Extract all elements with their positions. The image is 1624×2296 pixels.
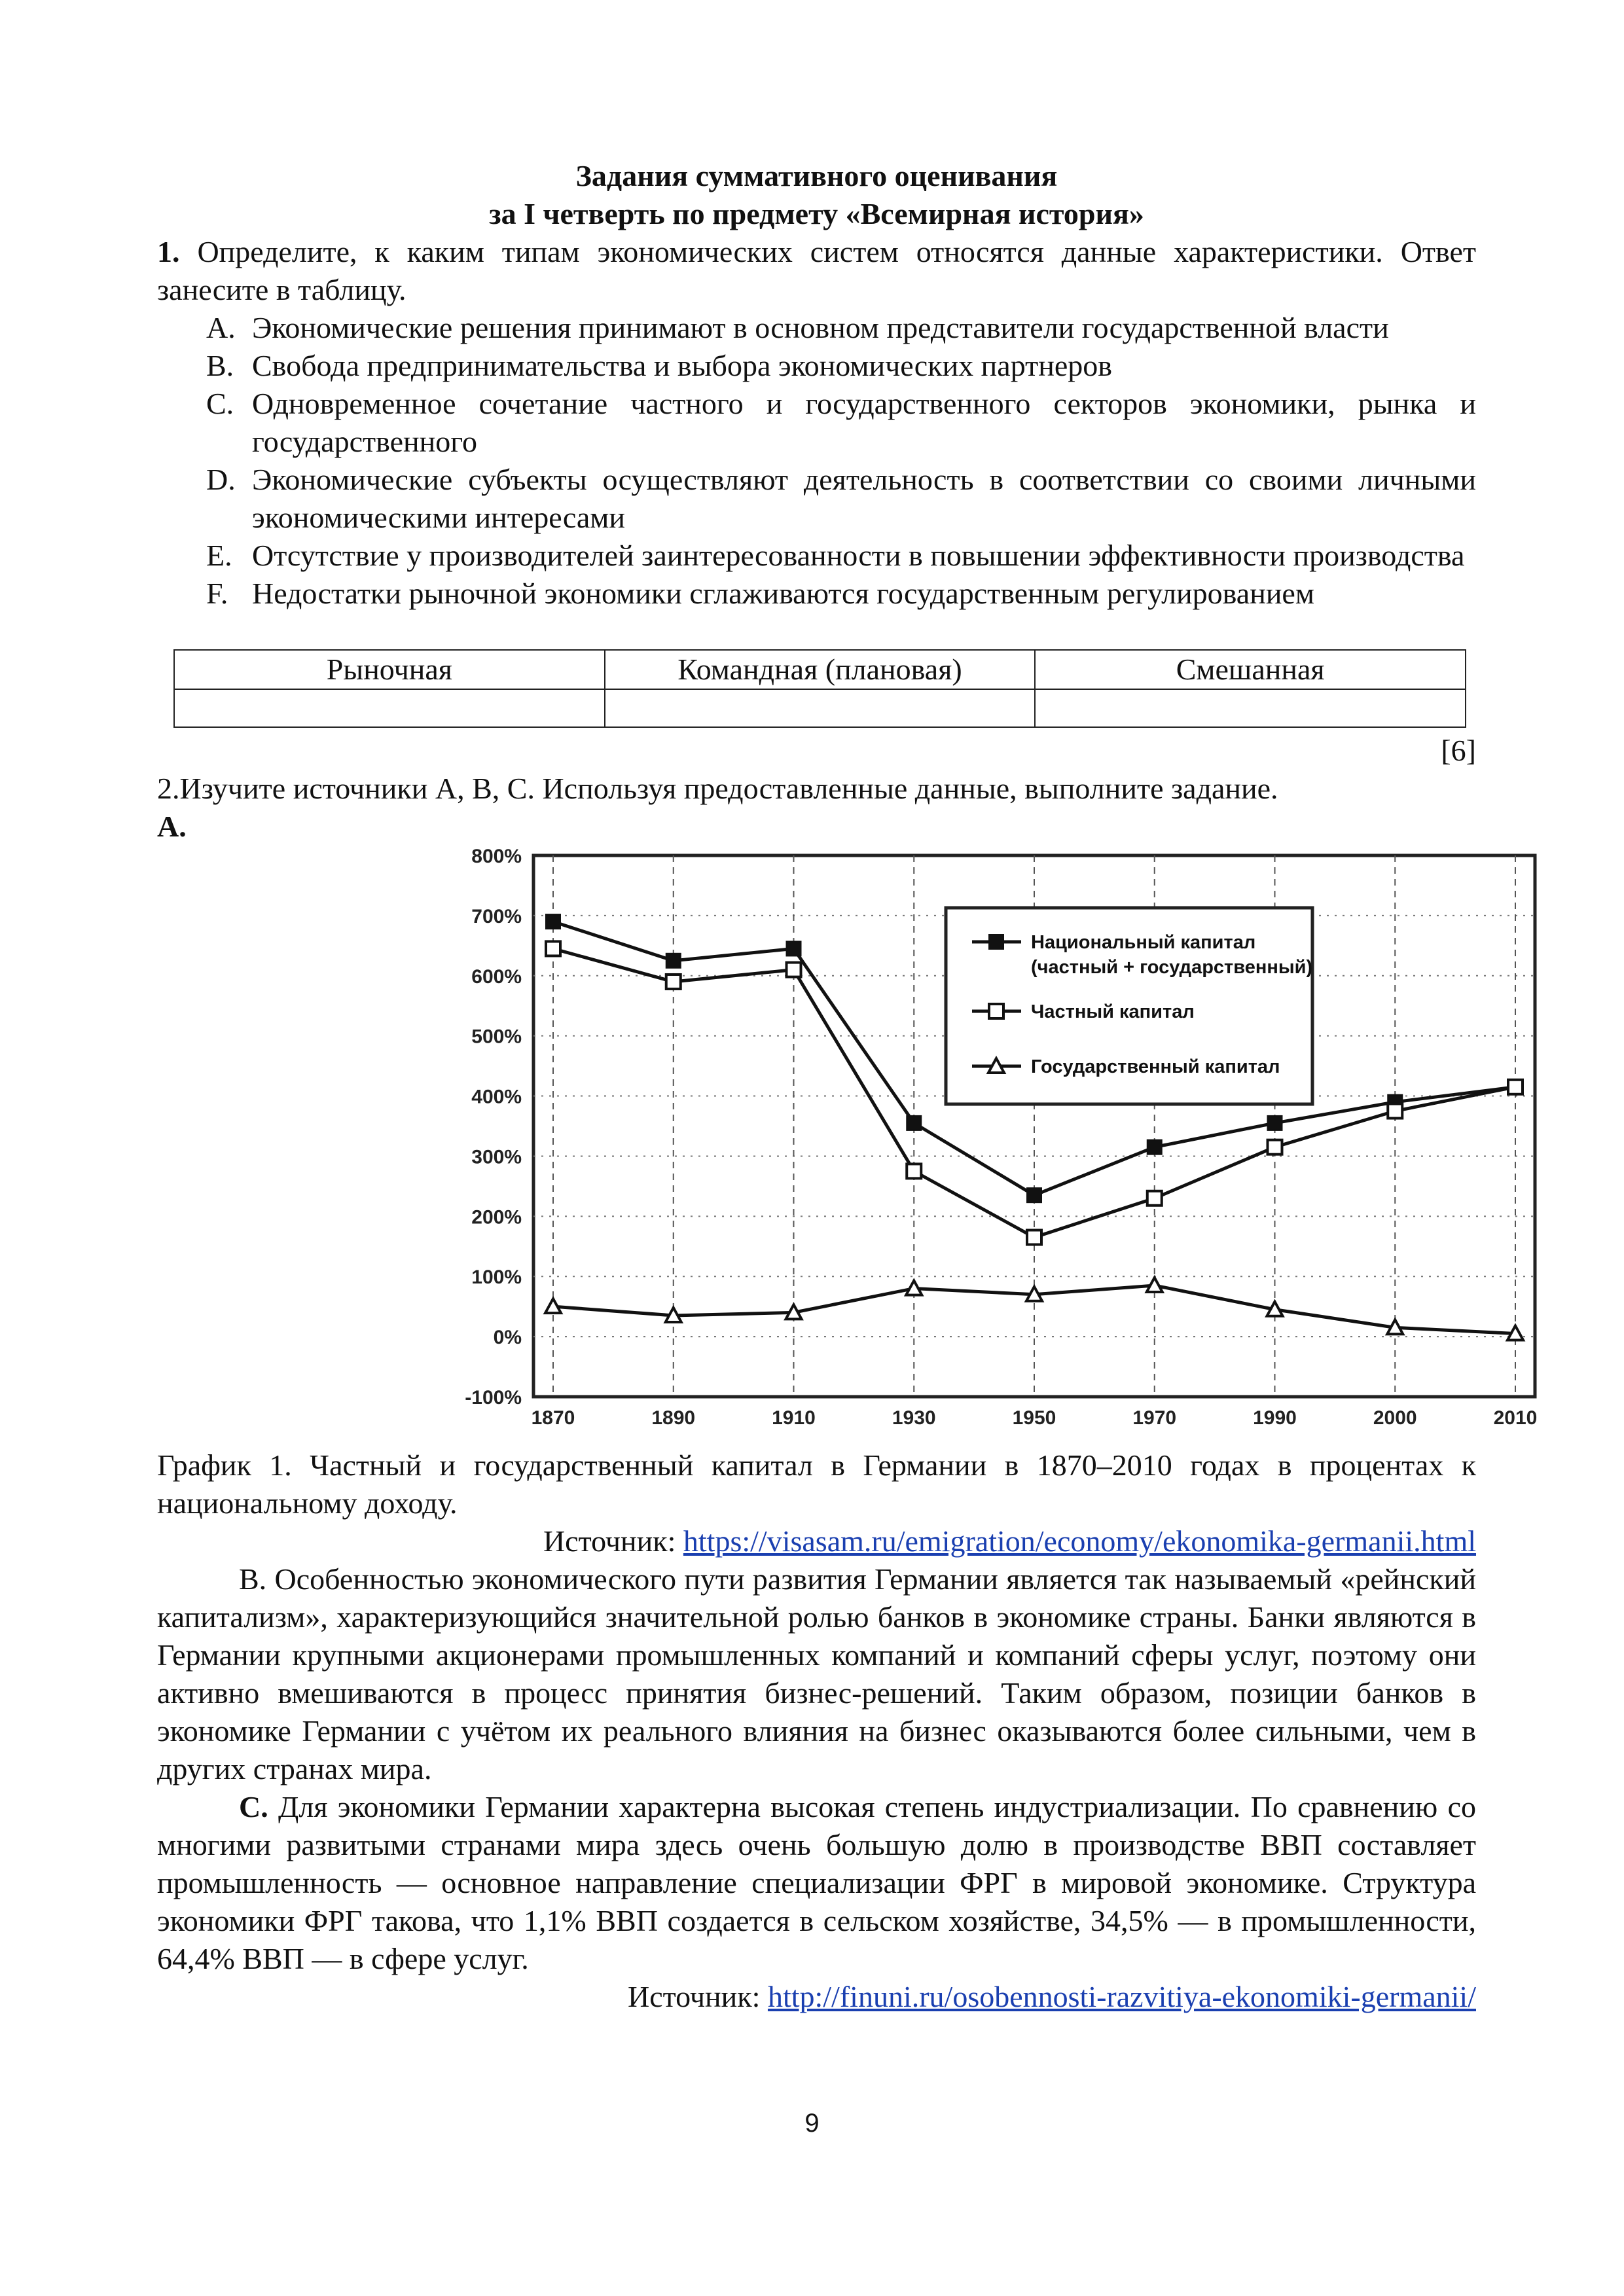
y-tick-label: 100%	[471, 1266, 522, 1289]
x-tick-label: 2010	[1493, 1407, 1538, 1429]
source-2	[157, 1978, 1476, 2016]
option-text: Отсутствие у производителей заинтересованности в повышении эффективности производства	[252, 539, 1465, 572]
legend-label-line: Национальный капитал	[1031, 932, 1256, 953]
source-c-paragraph	[157, 1788, 1476, 1978]
source-1-link[interactable]: https://visasam.ru/emigration/economy/ekonomika-germanii.html	[683, 1524, 1476, 1558]
legend-label-line: (частный + государственный)	[1031, 957, 1313, 978]
header-command: Командная (плановая)	[605, 650, 1036, 689]
data-point	[1508, 1080, 1523, 1094]
doc-title-line1: Задания суммативного оценивания	[575, 159, 1058, 192]
data-point	[546, 941, 560, 956]
question-1-options	[157, 309, 1476, 613]
option-letter: A.	[206, 311, 236, 344]
option-letter: D.	[206, 463, 236, 496]
data-point	[787, 941, 801, 956]
page-number: 9	[804, 2109, 820, 2138]
doc-title-line2: за I четверть по предмету «Всемирная история»	[489, 197, 1144, 230]
option-letter: C.	[206, 387, 234, 420]
source-2-link[interactable]: http://finuni.ru/osobennosti-razvitiya-ekonomiki-germanii/	[767, 1980, 1476, 2013]
source-c-text: Для экономики Германии характерна высокая степень индустриализации. По сравнению со многими развитыми странами мира здесь очень большую долю в производстве ВВП составляет промышленность — основное направление специализации ФРГ в мировой экономике. Структура экономики ФРГ такова, что 1,1% ВВП создается в сельском хозяйстве, 34,5% — в промышленности, 64,4% ВВП — в сфере услуг.	[157, 1790, 1476, 1975]
y-tick-label: 400%	[471, 1086, 522, 1108]
option-text: Недостатки рыночной экономики сглаживаются государственным регулированием	[252, 577, 1314, 610]
data-point	[907, 1116, 921, 1130]
y-tick-label: 500%	[471, 1026, 522, 1048]
y-tick-label: 300%	[471, 1146, 522, 1168]
data-point	[666, 954, 681, 968]
option-letter: B.	[206, 349, 234, 382]
data-point	[666, 975, 681, 989]
answer-cell-market[interactable]	[174, 689, 605, 727]
header-mixed: Смешанная	[1035, 650, 1466, 689]
capital-chart	[321, 846, 1571, 1435]
legend-label: Государственный капитал	[1031, 1056, 1280, 1077]
legend-marker	[989, 935, 1003, 949]
question-1-option	[206, 575, 1476, 613]
legend-label: Частный капитал	[1031, 1001, 1195, 1022]
data-point	[1027, 1230, 1041, 1244]
question-1-option	[206, 461, 1476, 537]
data-point	[546, 914, 560, 929]
data-point	[1268, 1116, 1282, 1130]
question-2-text: 2.Изучите источники А, В, С. Используя предоставленные данные, выполните задание.	[157, 772, 1278, 805]
y-tick-label: 700%	[471, 905, 522, 927]
data-point	[907, 1164, 921, 1178]
x-tick-label: 1950	[1012, 1407, 1056, 1429]
question-1-score: [6]	[1441, 734, 1476, 767]
option-letter: E.	[206, 539, 232, 572]
question-1	[157, 233, 1476, 309]
question-1-text: Определите, к каким типам экономических систем относятся данные характеристики. Ответ занесите в таблицу.	[157, 235, 1477, 306]
answer-table	[173, 649, 1466, 728]
answer-cell-mixed[interactable]	[1035, 689, 1466, 727]
source-c-label: C.	[239, 1790, 268, 1823]
chart-caption: График 1. Частный и государственный капитал в Германии в 1870–2010 годах в процентах к национальному доходу.	[157, 1448, 1476, 1520]
answer-table-header-row	[174, 650, 1466, 689]
option-text: Экономические субъекты осуществляют деятельность в соответствии со своими личными экономическими интересами	[252, 463, 1476, 534]
option-letter: F.	[206, 577, 228, 610]
data-point	[1027, 1188, 1041, 1202]
answer-cell-command[interactable]	[605, 689, 1036, 727]
capital-chart-svg	[321, 846, 1571, 1435]
option-text: Свобода предпринимательства и выбора экономических партнеров	[252, 349, 1112, 382]
y-tick-label: 800%	[471, 846, 522, 867]
data-point	[787, 963, 801, 977]
source-b-paragraph: B. Особенностью экономического пути развития Германии является так называемый «рейнский капитализм», характеризующийся значительной ролью банков в экономике страны. Банки являются в Германии крупными акционерами промышленных компаний и компаний сферы услуг, поэтому они активно вмешиваются в процесс принятия бизнес-решений. Таким образом, позиции банков в экономике Германии с учётом их реального влияния на бизнес оказываются более сильными, чем в других странах мира.	[157, 1562, 1476, 1785]
source-a-label: A.	[157, 810, 187, 843]
source-1	[157, 1522, 1476, 1560]
legend-marker	[989, 1004, 1003, 1018]
x-tick-label: 1930	[892, 1407, 936, 1429]
x-tick-label: 1910	[772, 1407, 816, 1429]
data-point	[1147, 1140, 1162, 1155]
document-page	[157, 157, 1538, 2016]
y-tick-label: 0%	[493, 1327, 522, 1349]
x-tick-label: 1990	[1253, 1407, 1297, 1429]
data-point	[1268, 1140, 1282, 1155]
answer-table-input-row	[174, 689, 1466, 727]
x-tick-label: 1890	[651, 1407, 696, 1429]
question-1-number: 1.	[157, 235, 180, 268]
y-tick-label: 600%	[471, 965, 522, 988]
y-tick-label: 200%	[471, 1206, 522, 1229]
option-text: Одновременное сочетание частного и государственного секторов экономики, рынка и государственного	[252, 387, 1476, 458]
header-market: Рыночная	[174, 650, 605, 689]
option-text: Экономические решения принимают в основном представители государственной власти	[252, 311, 1389, 344]
x-tick-label: 2000	[1373, 1407, 1417, 1429]
source-2-prefix: Источник:	[627, 1980, 768, 2013]
question-1-option	[206, 309, 1476, 347]
y-tick-label: -100%	[465, 1387, 522, 1408]
x-tick-label: 1870	[531, 1407, 575, 1429]
x-tick-label: 1970	[1132, 1407, 1177, 1429]
data-point	[1388, 1104, 1402, 1119]
question-1-option	[206, 537, 1476, 575]
data-point	[1147, 1191, 1162, 1206]
question-1-option	[206, 347, 1476, 385]
question-1-option	[206, 385, 1476, 461]
source-1-prefix: Источник:	[543, 1524, 683, 1558]
